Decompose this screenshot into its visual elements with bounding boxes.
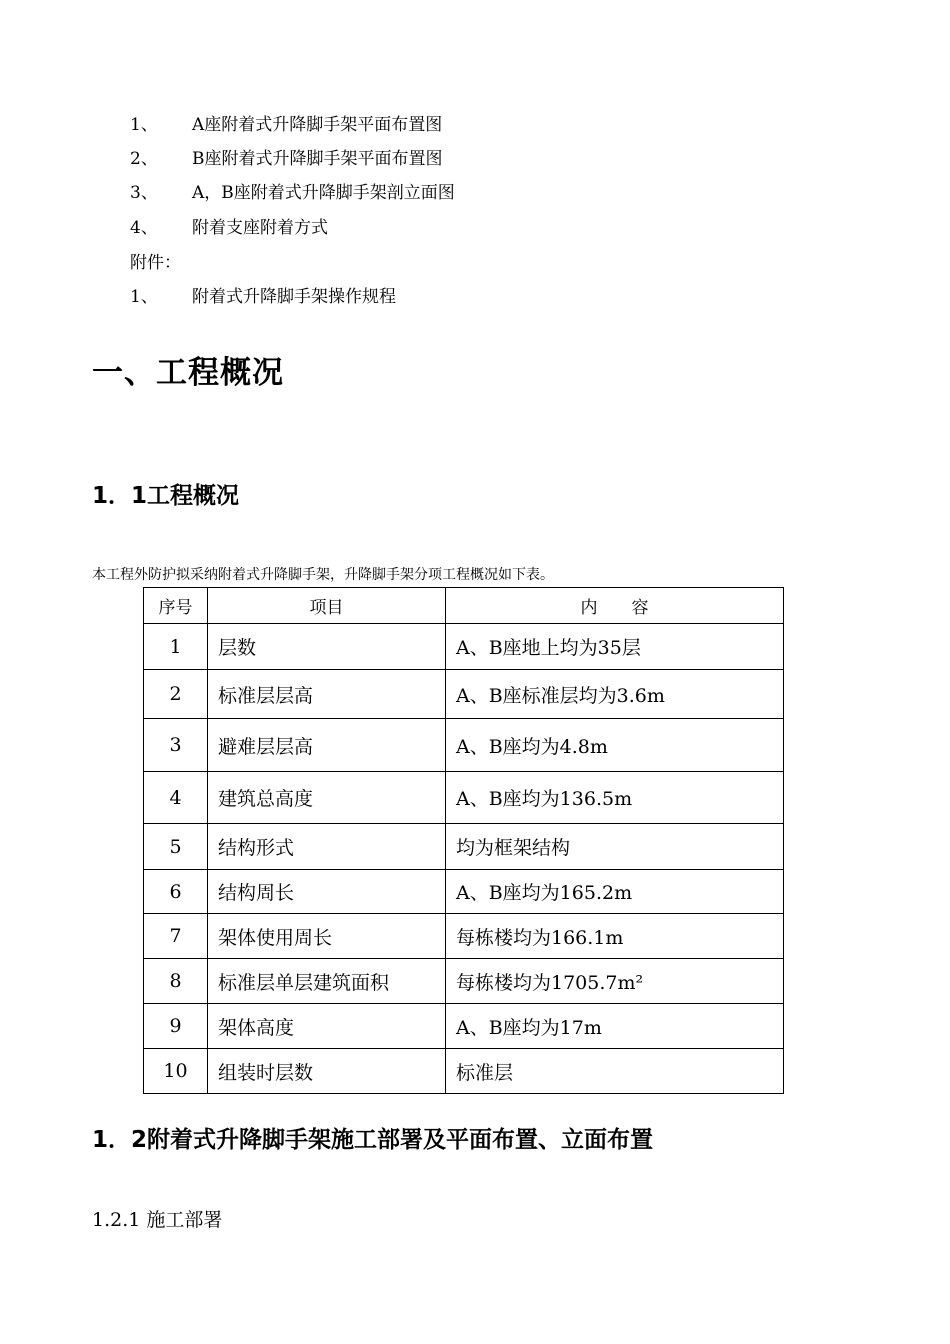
table-header-row xyxy=(144,588,784,624)
list-text: 附着支座附着方式 xyxy=(192,218,328,238)
cell-no: 1 xyxy=(144,624,208,670)
list-text: B座附着式升降脚手架平面布置图 xyxy=(192,149,443,169)
section-heading-1-2: 1．2附着式升降脚手架施工部署及平面布置、立面布置 xyxy=(92,1127,654,1153)
cell-no: 4 xyxy=(144,772,208,824)
header-no: 序号 xyxy=(144,588,208,624)
cell-no: 9 xyxy=(144,1004,208,1049)
cell-content: 标准层 xyxy=(446,1049,784,1094)
cell-no: 8 xyxy=(144,959,208,1004)
header-content: 内 容 xyxy=(446,588,784,624)
cell-no: 3 xyxy=(144,719,208,772)
list-number: 4、 xyxy=(130,218,158,238)
cell-content: A、B座地上均为35层 xyxy=(446,624,784,670)
list-text: 附着式升降脚手架操作规程 xyxy=(192,287,396,307)
header-item: 项目 xyxy=(208,588,446,624)
cell-item: 架体使用周长 xyxy=(208,914,446,959)
table-row xyxy=(144,1049,784,1094)
table-row xyxy=(144,624,784,670)
table-row xyxy=(144,772,784,824)
cell-content: A、B座均为136.5m xyxy=(446,772,784,824)
cell-item: 结构形式 xyxy=(208,824,446,870)
cell-no: 2 xyxy=(144,670,208,719)
list-text: A座附着式升降脚手架平面布置图 xyxy=(192,115,443,135)
section-heading-1-1: 1．1工程概况 xyxy=(92,483,240,509)
cell-item: 建筑总高度 xyxy=(208,772,446,824)
table-row xyxy=(144,914,784,959)
cell-content: 均为框架结构 xyxy=(446,824,784,870)
list-number: 2、 xyxy=(130,149,158,169)
cell-content: A、B座均为4.8m xyxy=(446,719,784,772)
appendix-label: 附件： xyxy=(130,253,181,273)
cell-content: 每栋楼均为166.1m xyxy=(446,914,784,959)
cell-content: 每栋楼均为1705.7m² xyxy=(446,959,784,1004)
list-text: A，B座附着式升降脚手架剖立面图 xyxy=(192,183,455,203)
table-row xyxy=(144,670,784,719)
table-row xyxy=(144,959,784,1004)
table-row xyxy=(144,824,784,870)
cell-item: 标准层单层建筑面积 xyxy=(208,959,446,1004)
section-heading-1-2-1: 1.2.1 施工部署 xyxy=(92,1209,223,1231)
section-heading-1: 一、工程概况 xyxy=(92,355,284,391)
cell-no: 7 xyxy=(144,914,208,959)
cell-no: 5 xyxy=(144,824,208,870)
table-row xyxy=(144,1004,784,1049)
cell-content: A、B座标准层均为3.6m xyxy=(446,670,784,719)
intro-paragraph: 本工程外防护拟采纳附着式升降脚手架，升降脚手架分项工程概况如下表。 xyxy=(92,567,554,583)
cell-item: 标准层层高 xyxy=(208,670,446,719)
cell-item: 结构周长 xyxy=(208,870,446,914)
cell-item: 组装时层数 xyxy=(208,1049,446,1094)
list-number: 1、 xyxy=(130,115,158,135)
list-number: 1、 xyxy=(130,287,158,307)
list-number: 3、 xyxy=(130,183,158,203)
cell-no: 10 xyxy=(144,1049,208,1094)
cell-no: 6 xyxy=(144,870,208,914)
cell-item: 避难层层高 xyxy=(208,719,446,772)
table-row xyxy=(144,870,784,914)
cell-item: 层数 xyxy=(208,624,446,670)
table-row xyxy=(144,719,784,772)
cell-item: 架体高度 xyxy=(208,1004,446,1049)
cell-content: A、B座均为17m xyxy=(446,1004,784,1049)
cell-content: A、B座均为165.2m xyxy=(446,870,784,914)
project-overview-table xyxy=(143,587,784,1094)
